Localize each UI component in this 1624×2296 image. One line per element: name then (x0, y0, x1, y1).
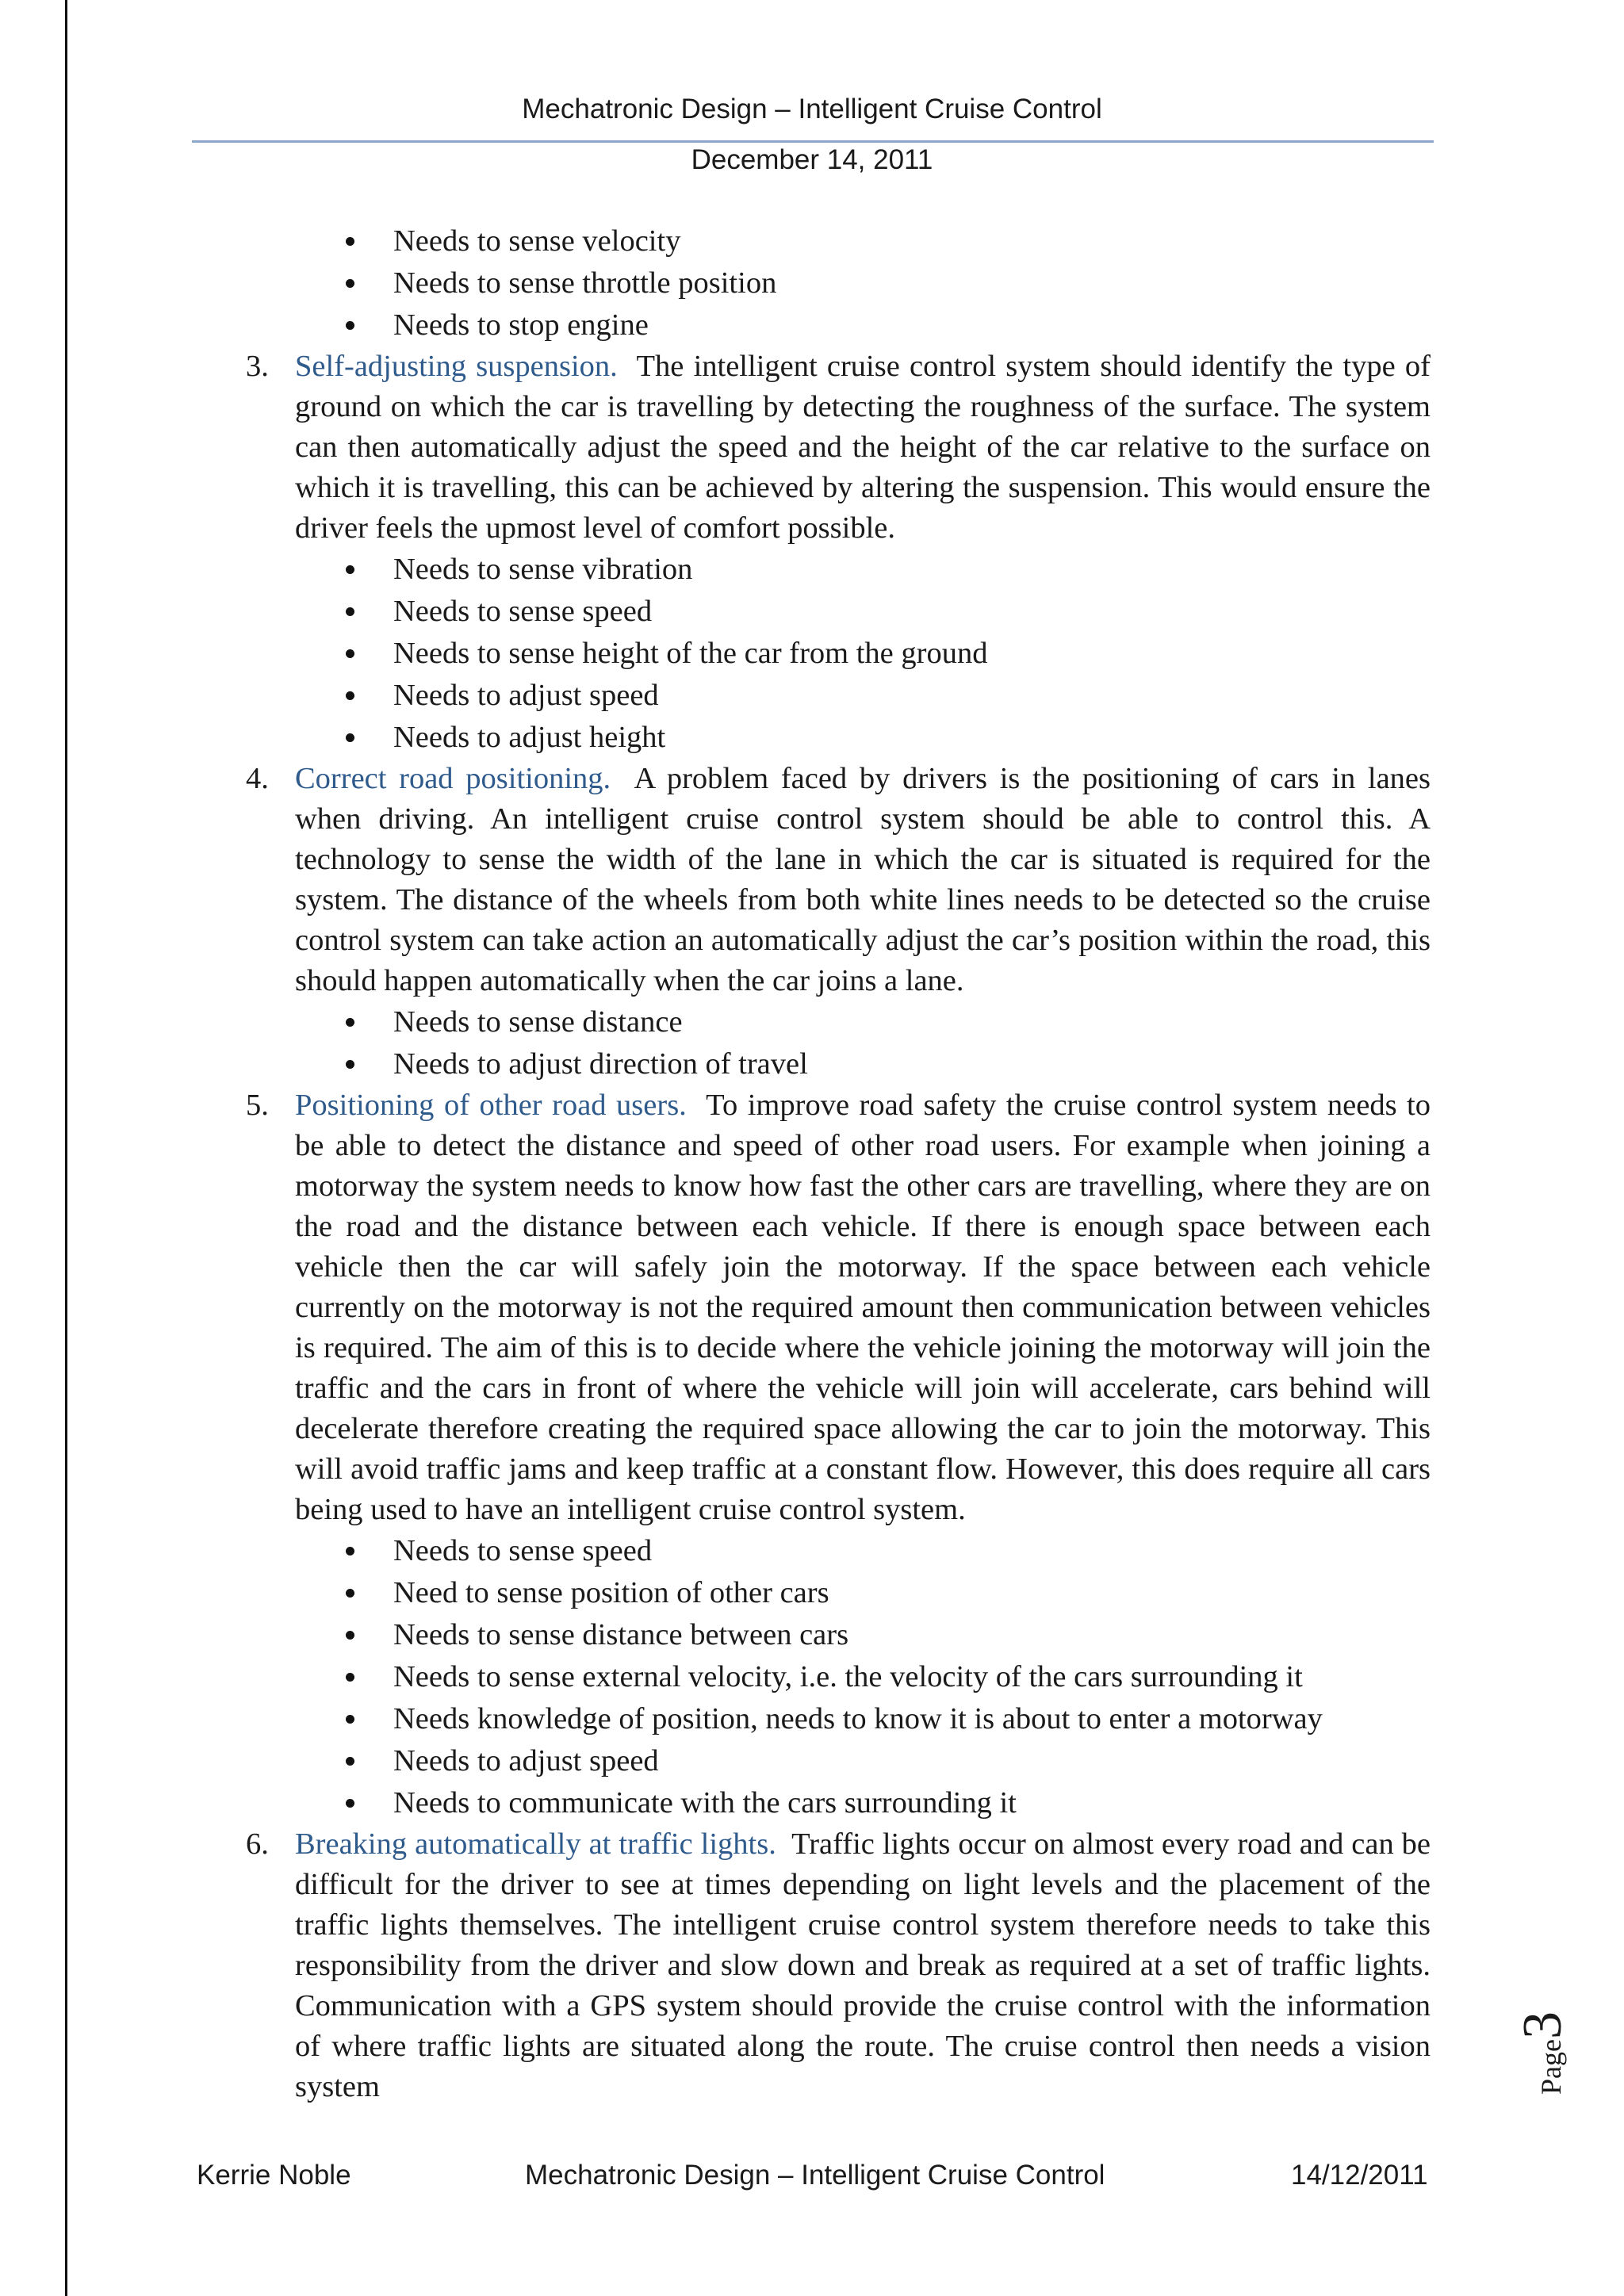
list-item: Needs to sense external velocity, i.e. the velocity of the cars surrounding it (246, 1656, 1431, 1698)
bullet-icon (346, 1018, 354, 1027)
item-heading: Breaking automatically at traffic lights. (295, 1827, 776, 1861)
item-number: 6. (246, 1827, 269, 1861)
running-header-date: December 14, 2011 (691, 144, 933, 175)
bullet-list-top (246, 220, 1431, 346)
bullet-icon (346, 1799, 354, 1808)
footer-author: Kerrie Noble (197, 2160, 351, 2191)
item-heading: Self-adjusting suspension. (295, 350, 618, 383)
item-paragraph (295, 1085, 1431, 1530)
bullet-list-item-4 (246, 1001, 1431, 1085)
item-number: 3. (246, 350, 269, 383)
list-item: Needs to sense height of the car from the ground (246, 633, 1431, 675)
bullet-icon (346, 1673, 354, 1682)
numbered-item-3 (246, 346, 1431, 549)
item-paragraph (295, 346, 1431, 549)
footer-date: 14/12/2011 (1291, 2160, 1428, 2191)
bullet-list-item-3 (246, 549, 1431, 759)
header-divider (192, 140, 1434, 143)
item-text: To improve road safety the cruise control system needs to be able to detect the distance and speed of other road users. For example when joining a motorway the system needs to know how fast the other cars are travelling, where they are on the road and the distance between each vehicle. If there is enough space between each vehicle then the car will safely join the motorway. If the space between each vehicle currently on the motorway is not the required amount then communication between vehicles is required. The aim of this is to decide where the vehicle joining the motorway will join the traffic and the cars in front of where the vehicle will join will accelerate, cars behind will decelerate therefore creating the required space allowing the car to join the motorway. This will avoid traffic jams and keep traffic at a constant flow. However, this does require all cars being used to have an intelligent cruise control system. (295, 1089, 1431, 1526)
list-item: Needs knowledge of position, needs to know it is about to enter a motorway (246, 1698, 1431, 1740)
item-heading: Correct road positioning. (295, 762, 611, 795)
list-item: Needs to adjust height (246, 717, 1431, 759)
numbered-item-6 (246, 1824, 1431, 2107)
item-number: 5. (246, 1089, 269, 1122)
list-item: Needs to adjust speed (246, 675, 1431, 717)
bullet-icon (346, 607, 354, 616)
bullet-icon (346, 237, 354, 246)
list-item: Needs to sense distance between cars (246, 1614, 1431, 1656)
page-number-label (1505, 1998, 1592, 2109)
bullet-icon (346, 1589, 354, 1598)
bullet-icon (346, 321, 354, 330)
item-text: A problem faced by drivers is the positioning of cars in lanes when driving. An intelligent cruise control system should be able to control this. A technology to sense the width of the lane in which the car is situated is required for the system. The distance of the wheels from both white lines needs to be detected so the cruise control system can take action an automatically adjust the car’s position within the road, this should happen automatically when the car joins a lane. (295, 762, 1431, 997)
list-item: Needs to stop engine (246, 304, 1431, 346)
bullet-list-item-5 (246, 1530, 1431, 1824)
list-item: Needs to adjust direction of travel (246, 1043, 1431, 1085)
bullet-icon (346, 691, 354, 700)
bullet-icon (346, 1547, 354, 1556)
item-paragraph (295, 1824, 1431, 2107)
bullet-icon (346, 733, 354, 742)
bullet-icon (346, 1757, 354, 1766)
page-number: 3 (1512, 2011, 1573, 2040)
bullet-icon (346, 1060, 354, 1069)
bullet-icon (346, 1631, 354, 1640)
bullet-icon (346, 279, 354, 288)
list-item: Needs to sense speed (246, 591, 1431, 633)
document-body (246, 220, 1431, 2107)
list-item: Needs to sense velocity (246, 220, 1431, 262)
footer-title: Mechatronic Design – Intelligent Cruise Control (525, 2160, 1105, 2191)
item-paragraph (295, 759, 1431, 1001)
numbered-item-4 (246, 759, 1431, 1001)
bullet-icon (346, 565, 354, 574)
list-item: Needs to sense vibration (246, 549, 1431, 591)
list-item: Needs to communicate with the cars surrounding it (246, 1782, 1431, 1824)
item-text: Traffic lights occur on almost every road and can be difficult for the driver to see at times depending on light levels and the placement of the traffic lights themselves. The intelligent cruise control system therefore needs to take this responsibility from the driver and slow down and break as required at a set of traffic lights. Communication with a GPS system should provide the cruise control with the information of where traffic lights are situated along the route. The cruise control then needs a vision system (295, 1827, 1431, 2103)
list-item: Needs to sense distance (246, 1001, 1431, 1043)
item-number: 4. (246, 762, 269, 795)
list-item: Needs to sense speed (246, 1530, 1431, 1572)
page-word: Page (1535, 2039, 1567, 2095)
list-item: Needs to sense throttle position (246, 262, 1431, 304)
item-text: The intelligent cruise control system should identify the type of ground on which the car is travelling by detecting the roughness of the surface. The system can then automatically adjust the speed and the height of the car relative to the surface on which it is travelling, this can be achieved by altering the suspension. This would ensure the driver feels the upmost level of comfort possible. (295, 350, 1431, 545)
list-item: Need to sense position of other cars (246, 1572, 1431, 1614)
bullet-icon (346, 649, 354, 658)
item-heading: Positioning of other road users. (295, 1089, 687, 1122)
numbered-item-5 (246, 1085, 1431, 1530)
list-item: Needs to adjust speed (246, 1740, 1431, 1782)
running-header-title: Mechatronic Design – Intelligent Cruise Control (522, 94, 1102, 124)
bullet-icon (346, 1715, 354, 1724)
left-margin-rule (65, 0, 67, 2296)
